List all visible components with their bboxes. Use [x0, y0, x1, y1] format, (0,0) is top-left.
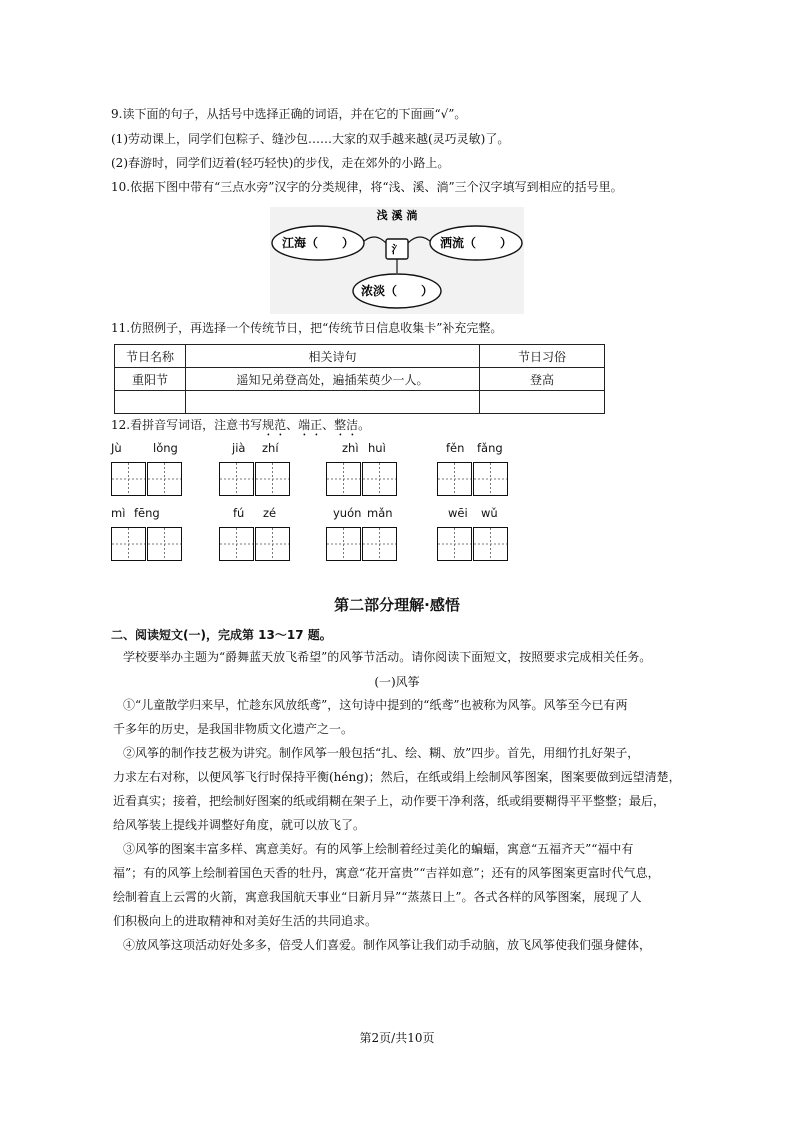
blank-poem-cell[interactable]: [186, 391, 480, 414]
pinyin-4b: fǎng: [477, 441, 503, 455]
q9-stem: 9.读下面的句子，从括号中选择正确的词语，并在它的下面画“√”。: [111, 107, 467, 121]
writing-grid[interactable]: [437, 462, 508, 496]
blank-custom-cell[interactable]: [480, 391, 605, 414]
q12-stem-part1: 12.看拼音写词语，注意书写: [111, 418, 263, 432]
pinyin-5b: fēng: [134, 506, 160, 520]
header-festival-name: 节日名称: [115, 345, 186, 368]
pinyin-4a: fěn: [446, 441, 465, 455]
article-line: 给风筝装上提线并调整好角度，就可以放飞了。: [113, 818, 366, 832]
q12-stem-end: 。: [358, 418, 371, 432]
table-row-blank: [115, 391, 605, 414]
article-line: 福”；有的风筝上绘制着国色天香的牡丹，寓意“花开富贵”“吉祥如意”；还有的风筝图案更富时代气息，: [113, 866, 660, 880]
diagram-top-label: 浅 溪 淌: [376, 209, 418, 222]
page-footer: 第2页/共10页: [359, 1031, 435, 1045]
pinyin-7b: mǎn: [367, 506, 393, 520]
pinyin-1b: lǒng: [153, 441, 178, 455]
pinyin-8b: wǔ: [481, 506, 498, 520]
cell-custom: 登高: [480, 368, 605, 391]
pinyin-8a: wēi: [448, 506, 468, 520]
q12-stem-emphasis: 规范、端正、整洁: [262, 418, 359, 432]
article-line: 千多年的历史，是我国非物质文化遗产之一。: [113, 722, 354, 736]
pinyin-6a: fú: [233, 506, 245, 520]
left-ellipse-text: 江海（ ）: [281, 236, 355, 250]
header-poem: 相关诗句: [186, 345, 480, 368]
q11-stem: 11.仿照例子，再选择一个传统节日，把“传统节日信息收集卡”补充完整。: [111, 321, 503, 335]
table-header-row: [115, 345, 605, 368]
q9-sentence-1: (1)劳动课上，同学们包粽子、缝沙包……大家的双手越来越(灵巧灵敏)了。: [111, 132, 510, 146]
part-heading: 二、阅读短文(一)，完成第 13～17 题。: [111, 628, 332, 642]
pinyin-3a: zhì: [342, 441, 359, 455]
bottom-ellipse-text: 浓淡（ ）: [360, 284, 434, 298]
pinyin-5a: mì: [111, 506, 126, 520]
article-line: 们积极向上的进取精神和对美好生活的共同追求。: [113, 914, 378, 928]
pinyin-7a: yuón: [333, 506, 362, 520]
festival-info-card-table: [114, 344, 605, 414]
writing-grid[interactable]: [326, 462, 397, 496]
q12-stem: [111, 417, 370, 439]
center-radical: 氵: [391, 243, 403, 256]
writing-grid[interactable]: [437, 527, 508, 561]
q10-stem: 10.依据下图中带有“三点水旁”汉字的分类规律，将“浅、溪、淌”三个汉字填写到相应的括号里。: [111, 180, 623, 194]
article-line: ①“儿童散学归来早，忙趁东风放纸鸢”，这句诗中提到的“纸鸢”也被称为风筝。风筝至今已有两: [123, 698, 628, 712]
writing-grid[interactable]: [111, 527, 182, 561]
cell-festival: 重阳节: [115, 368, 186, 391]
article-line: 绘制着直上云霄的火箭，寓意我国航天事业“日新月异”“蒸蒸日上”。各式各样的风筝图案，展现了人: [113, 890, 642, 904]
pinyin-2b: zhí: [262, 441, 279, 455]
cell-poem: 遥知兄弟登高处，遍插茱萸少一人。: [186, 368, 480, 391]
writing-grid[interactable]: [111, 462, 182, 496]
header-custom: 节日习俗: [480, 345, 605, 368]
article-line: 力求左右对称，以便风筝飞行时保持平衡(héng)；然后，在纸或绢上绘制风筝图案，图案要做到远望清楚，: [113, 770, 681, 784]
article-line: ④放风筝这项活动好处多多，倍受人们喜爱。制作风筝让我们动手动脑，放飞风筝使我们强身健体，: [123, 938, 652, 952]
blank-festival-cell[interactable]: [115, 391, 186, 414]
radical-classification-diagram: [270, 207, 524, 314]
pinyin-6b: zé: [263, 506, 277, 520]
pinyin-2a: jià: [232, 441, 246, 455]
writing-grid[interactable]: [219, 462, 290, 496]
writing-grid[interactable]: [219, 527, 290, 561]
pinyin-1a: Jù: [111, 441, 122, 455]
right-ellipse-text: 洒流（ ）: [439, 236, 513, 250]
article-line: ③风筝的图案丰富多样、寓意美好。有的风筝上绘制着经过美化的蝙蝠，寓意“五福齐天”“福中有: [123, 842, 634, 856]
writing-grid[interactable]: [326, 527, 397, 561]
article-line: 近看真实；接着，把绘制好图案的纸或绢糊在架子上，动作要干净利落，纸或绢要糊得平平整整；最后，: [113, 794, 666, 808]
q9-sentence-2: (2)春游时，同学们迈着(轻巧轻快)的步伐，走在郊外的小路上。: [111, 156, 450, 170]
article-line: ②风筝的制作技艺极为讲究。制作风筝一般包括“扎、绘、糊、放”四步。首先，用细竹扎好架子，: [123, 746, 640, 760]
section-title: 第二部分理解·感悟: [334, 596, 460, 614]
pinyin-3b: huì: [368, 441, 386, 455]
article-title: (一)风筝: [374, 675, 420, 689]
table-row: [115, 368, 605, 391]
reading-intro: 学校要举办主题为“爵舞蓝天放飞希望”的风筝节活动。请你阅读下面短文，按照要求完成相关任务。: [123, 650, 652, 664]
